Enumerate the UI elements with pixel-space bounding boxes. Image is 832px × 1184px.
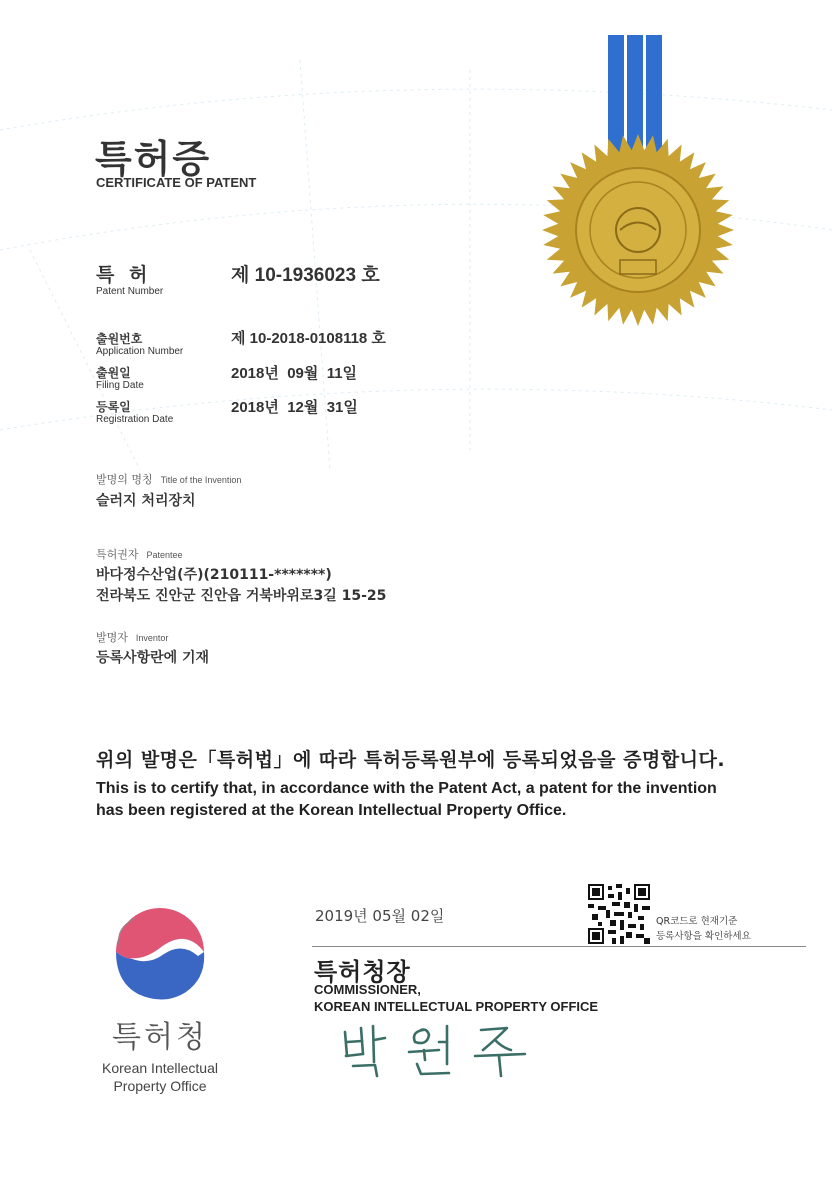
- patent-number-label: 특 허: [96, 264, 152, 286]
- qr-note-line2: 등록사항을 확인하세요: [656, 931, 751, 942]
- qr-note: [656, 914, 751, 944]
- invention-title-value: 슬러지 처리장치: [96, 493, 196, 509]
- patent-number-value: 제 10-1936023 호: [231, 265, 380, 286]
- inventor-label-ko: 발명자: [96, 631, 128, 644]
- patentee-address: 전라북도 진안군 진안읍 거북바위로3길 15-25: [96, 588, 387, 604]
- filing-date-label-en: Filing Date: [96, 380, 144, 391]
- office-name-en-line1: Korean Intellectual: [102, 1060, 218, 1076]
- filing-date-label: 출원일: [96, 366, 131, 380]
- application-number-label: 출원번호: [96, 332, 143, 346]
- patentee-name: 바다정수산업(주)(210111-*******): [96, 567, 332, 583]
- certificate-title-en: CERTIFICATE OF PATENT: [96, 175, 257, 190]
- certificate-title-ko: 특허증: [95, 137, 212, 181]
- registration-date-label-en: Registration Date: [96, 414, 174, 425]
- qr-note-line1: QR코드로 현재기준: [656, 916, 738, 927]
- invention-title-label-ko: 발명의 명칭: [96, 473, 153, 486]
- certification-text-en-line2: has been registered at the Korean Intellectual Property Office.: [96, 802, 567, 819]
- inventor-label: [96, 629, 168, 645]
- invention-title-label-en: Title of the Invention: [160, 475, 242, 485]
- patentee-label: [96, 546, 183, 562]
- certification-text-ko: 위의 발명은「특허법」에 따라 특허등록원부에 등록되었음을 증명합니다.: [96, 749, 726, 771]
- inventor-value: 등록사항란에 기재: [96, 650, 210, 666]
- commissioner-title-en-line2: KOREAN INTELLECTUAL PROPERTY OFFICE: [314, 999, 599, 1014]
- commissioner-signature: [335, 1018, 535, 1080]
- office-name-en-line2: Property Office: [113, 1078, 207, 1094]
- invention-title-label: [96, 471, 241, 487]
- inventor-label-en: Inventor: [135, 633, 169, 643]
- issue-date: 2019년 05월 02일: [315, 907, 445, 925]
- patentee-label-ko: 특허권자: [96, 548, 139, 561]
- qr-code-icon[interactable]: [588, 884, 650, 944]
- registration-date-label: 등록일: [96, 400, 131, 414]
- patent-number-label-en: Patent Number: [96, 286, 164, 297]
- application-number-value: 제 10-2018-0108118 호: [231, 330, 386, 347]
- divider: [312, 946, 806, 947]
- certification-text-en-line1: This is to certify that, in accordance with the Patent Act, a patent for the invention: [96, 780, 717, 797]
- filing-date-value: 2018년 09월 11일: [231, 365, 358, 382]
- taegeuk-logo-icon: [108, 908, 212, 1004]
- gold-seal-icon: [540, 30, 740, 330]
- patentee-label-en: Patentee: [146, 550, 183, 560]
- commissioner-title-en-line1: COMMISSIONER,: [314, 982, 421, 997]
- application-number-label-en: Application Number: [96, 346, 184, 357]
- registration-date-value: 2018년 12월 31일: [231, 399, 358, 416]
- office-name-ko: 특허청: [112, 1020, 208, 1055]
- commissioner-title-ko: 특허청장: [314, 958, 411, 986]
